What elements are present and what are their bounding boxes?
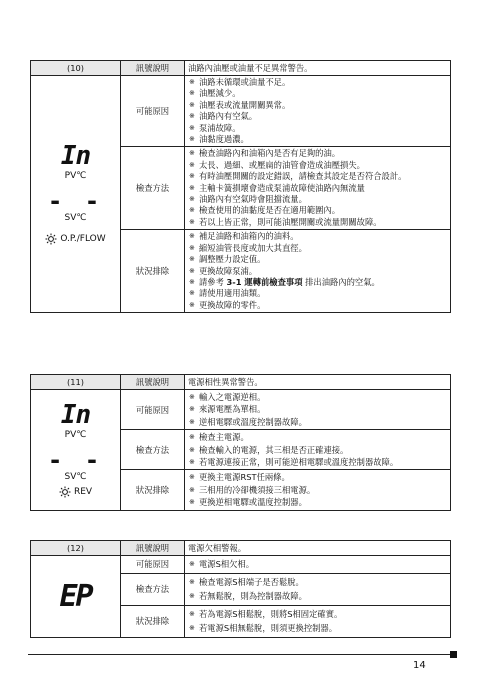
remedy-cell (185, 605, 451, 637)
list-item: ※ 更換故障泵浦。 (189, 266, 447, 277)
list-item: ※ 主軸卡簧損壞會造成泵浦故障使油路內無流量 (189, 183, 447, 194)
table-header-row (31, 61, 451, 76)
list-item: ※ 油壓減少。 (189, 88, 447, 99)
list-item: ※ 逆相電驛或溫度控制器故障。 (189, 416, 447, 428)
causes-cell (185, 76, 451, 147)
list-item: ※ 油黏度過濃。 (189, 134, 447, 145)
category-remedy: 狀況排除 (121, 470, 185, 510)
list-item: ※ 若電源S相無鬆脫，則須更換控制器。 (189, 621, 447, 636)
lamp-label: O.P./FLOW (60, 234, 106, 245)
footer-marker (450, 651, 457, 658)
signal-description: 油路內油壓或油量不足異常警告。 (185, 61, 451, 76)
alarm-table-10 (30, 60, 451, 313)
checks-cell (185, 573, 451, 605)
display-code: In (60, 399, 91, 430)
list-item: ※ 調整壓力設定值。 (189, 254, 447, 265)
list-item: ※ 檢查主電源。 (189, 431, 447, 443)
display-panel (31, 76, 121, 313)
category-checks: 檢查方法 (121, 430, 185, 470)
page-number: 14 (413, 660, 426, 671)
list-item: ※ 若電源連接正常，則可能逆相電驛或溫度控制器故障。 (189, 456, 447, 468)
header-label: 訊號說明 (121, 375, 185, 390)
footer-rule (28, 654, 454, 655)
category-checks: 檢查方法 (121, 147, 185, 230)
indicator-lamp (59, 486, 92, 498)
table-header-row (31, 375, 451, 390)
list-item: ※ 更換故障的零件。 (189, 300, 447, 311)
category-causes: 可能原因 (121, 390, 185, 430)
list-item: ※ 若為電源S相鬆脫，則將S相固定確實。 (189, 607, 447, 622)
checks-cell (185, 147, 451, 230)
checks-cell (185, 430, 451, 470)
code-number: (11) (31, 375, 121, 390)
display-panel (31, 556, 121, 638)
code-number: (10) (31, 61, 121, 76)
list-item: ※ 請參考 3-1 運轉前檢查事項 排出油路內的空氣。 (189, 277, 447, 288)
causes-cell (185, 390, 451, 430)
remedy-cell (185, 230, 451, 313)
display-unit-sv: SV℃ (64, 471, 87, 482)
category-remedy: 狀況排除 (121, 230, 185, 313)
list-item: ※ 泵浦故障。 (189, 123, 447, 134)
alarm-table-12 (30, 540, 451, 638)
lamp-icon (59, 486, 71, 498)
display-code: EP (59, 578, 92, 614)
list-item: ※ 若無鬆脫，則為控制器故障。 (189, 589, 447, 604)
list-item: ※ 檢查電源S相端子是否鬆脫。 (189, 575, 447, 590)
display-dashes: - - (47, 445, 104, 474)
list-item: ※ 補足油路和油箱內的油料。 (189, 231, 447, 242)
list-item: ※ 更換主電源RST任兩條。 (189, 471, 447, 483)
indicator-lamp (45, 233, 105, 245)
code-number: (12) (31, 541, 121, 556)
display-panel (31, 390, 121, 511)
display-dashes: - - (47, 187, 104, 216)
category-causes: 可能原因 (121, 76, 185, 147)
list-item: ※ 有時油壓開關的設定錯誤，請檢查其設定是否符合設計。 (189, 171, 447, 182)
causes-cell (185, 556, 451, 574)
alarm-table-11 (30, 374, 451, 511)
table-header-row (31, 541, 451, 556)
list-item: ※ 油路未循環或油量不足。 (189, 77, 447, 88)
lamp-icon (45, 233, 57, 245)
display-unit-pv: PV℃ (64, 171, 87, 182)
signal-description: 電源相性異常警告。 (185, 375, 451, 390)
list-item: ※ 太長、過細、或壓扁的油管會造成油壓損失。 (189, 160, 447, 171)
display-code: In (60, 141, 91, 172)
list-item: ※ 電源S相欠相。 (189, 557, 447, 572)
display-unit-sv: SV℃ (64, 213, 87, 224)
category-remedy: 狀況排除 (121, 605, 185, 637)
list-item: ※ 縮短油管長度或加大其直徑。 (189, 243, 447, 254)
list-item: ※ 輸入之電源逆相。 (189, 391, 447, 403)
list-item: ※ 油路內有空氣時會阻擋流量。 (189, 194, 447, 205)
header-label: 訊號說明 (121, 541, 185, 556)
signal-description: 電源欠相警報。 (185, 541, 451, 556)
list-item: ※ 更換逆相電驛或溫度控制器。 (189, 496, 447, 508)
list-item: ※ 油路內有空氣。 (189, 111, 447, 122)
category-causes: 可能原因 (121, 556, 185, 574)
header-label: 訊號說明 (121, 61, 185, 76)
section-reference: 3-1 運轉前檢查事項 (226, 276, 303, 287)
list-item: ※ 來源電壓為單相。 (189, 403, 447, 415)
list-item: ※ 請使用適用油類。 (189, 288, 447, 299)
remedy-cell (185, 470, 451, 510)
list-item: ※ 三相用的冷卻機須接三相電源。 (189, 484, 447, 496)
display-unit-pv: PV℃ (64, 429, 87, 440)
list-item: ※ 若以上皆正常，則可能油壓開關或流量開關故障。 (189, 217, 447, 228)
lamp-label: REV (73, 486, 93, 497)
list-item: ※ 油壓表或流量開關異常。 (189, 100, 447, 111)
list-item: ※ 檢查使用的油黏度是否在適用範圍內。 (189, 205, 447, 216)
category-checks: 檢查方法 (121, 573, 185, 605)
list-item: ※ 檢查輸入的電源，其三相是否正確連接。 (189, 444, 447, 456)
list-item: ※ 檢查油路內和油箱內是否有足夠的油。 (189, 148, 447, 159)
